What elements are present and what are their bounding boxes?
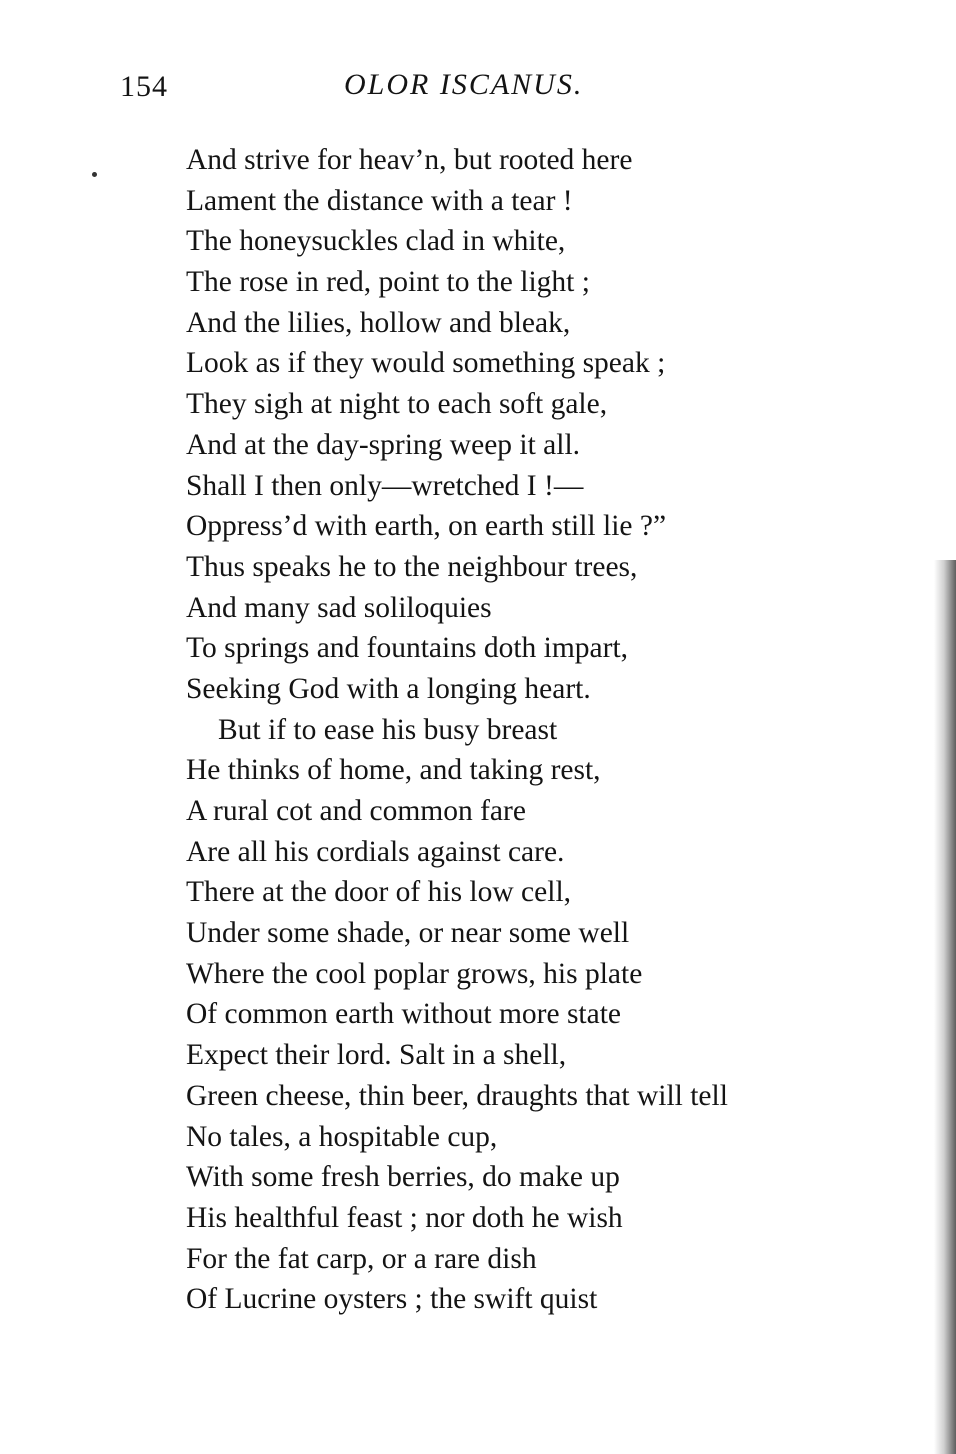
poem-line: They sigh at night to each soft gale,	[186, 388, 608, 421]
poem-line: Look as if they would something speak ;	[186, 347, 666, 380]
poem-line: And many sad soliloquies	[186, 591, 492, 624]
poem-line: And at the day-spring weep it all.	[186, 428, 581, 461]
print-speck	[92, 172, 97, 177]
poem-line: Thus speaks he to the neighbour trees,	[186, 550, 638, 583]
poem-line: To springs and fountains doth impart,	[186, 632, 629, 665]
poem-line: For the fat carp, or a rare dish	[186, 1242, 537, 1275]
poem-line: There at the door of his low cell,	[186, 876, 572, 909]
poem-line: The honeysuckles clad in white,	[186, 225, 566, 258]
poem-line: Where the cool poplar grows, his plate	[186, 957, 643, 990]
poem-line: His healthful feast ; nor doth he wish	[186, 1201, 623, 1234]
page-edge-shadow	[934, 560, 956, 1454]
poem-line: Expect their lord. Salt in a shell,	[186, 1039, 567, 1072]
poem-line: Shall I then only—wretched I !—	[186, 469, 584, 502]
poem-line: Of common earth without more state	[186, 998, 622, 1031]
poem-line: But if to ease his busy breast	[218, 713, 558, 746]
poem-line: Under some shade, or near some well	[186, 917, 630, 950]
poem-line: He thinks of home, and taking rest,	[186, 754, 601, 787]
poem-line: The rose in red, point to the light ;	[186, 266, 590, 299]
page-header	[120, 62, 680, 112]
poem-line: No tales, a hospitable cup,	[186, 1120, 498, 1153]
page-number: 154	[120, 70, 168, 103]
poem-line: Are all his cordials against care.	[186, 835, 565, 868]
poem-line: Oppress’d with earth, on earth still lie ?”	[186, 510, 667, 543]
poem-line: Lament the distance with a tear !	[186, 184, 573, 217]
poem-line: With some fresh berries, do make up	[186, 1161, 620, 1194]
poem-line: Green cheese, thin beer, draughts that will tell	[186, 1079, 728, 1112]
running-head: OLOR ISCANUS.	[344, 68, 584, 101]
poem-body	[186, 140, 906, 1320]
poem-line: A rural cot and common fare	[186, 795, 526, 827]
poem-line: Of Lucrine oysters ; the swift quist	[186, 1283, 598, 1316]
poem-line: And the lilies, hollow and bleak,	[186, 306, 571, 339]
poem-line: Seeking God with a longing heart.	[186, 672, 591, 705]
poem-line: And strive for heav’n, but rooted here	[186, 144, 633, 176]
